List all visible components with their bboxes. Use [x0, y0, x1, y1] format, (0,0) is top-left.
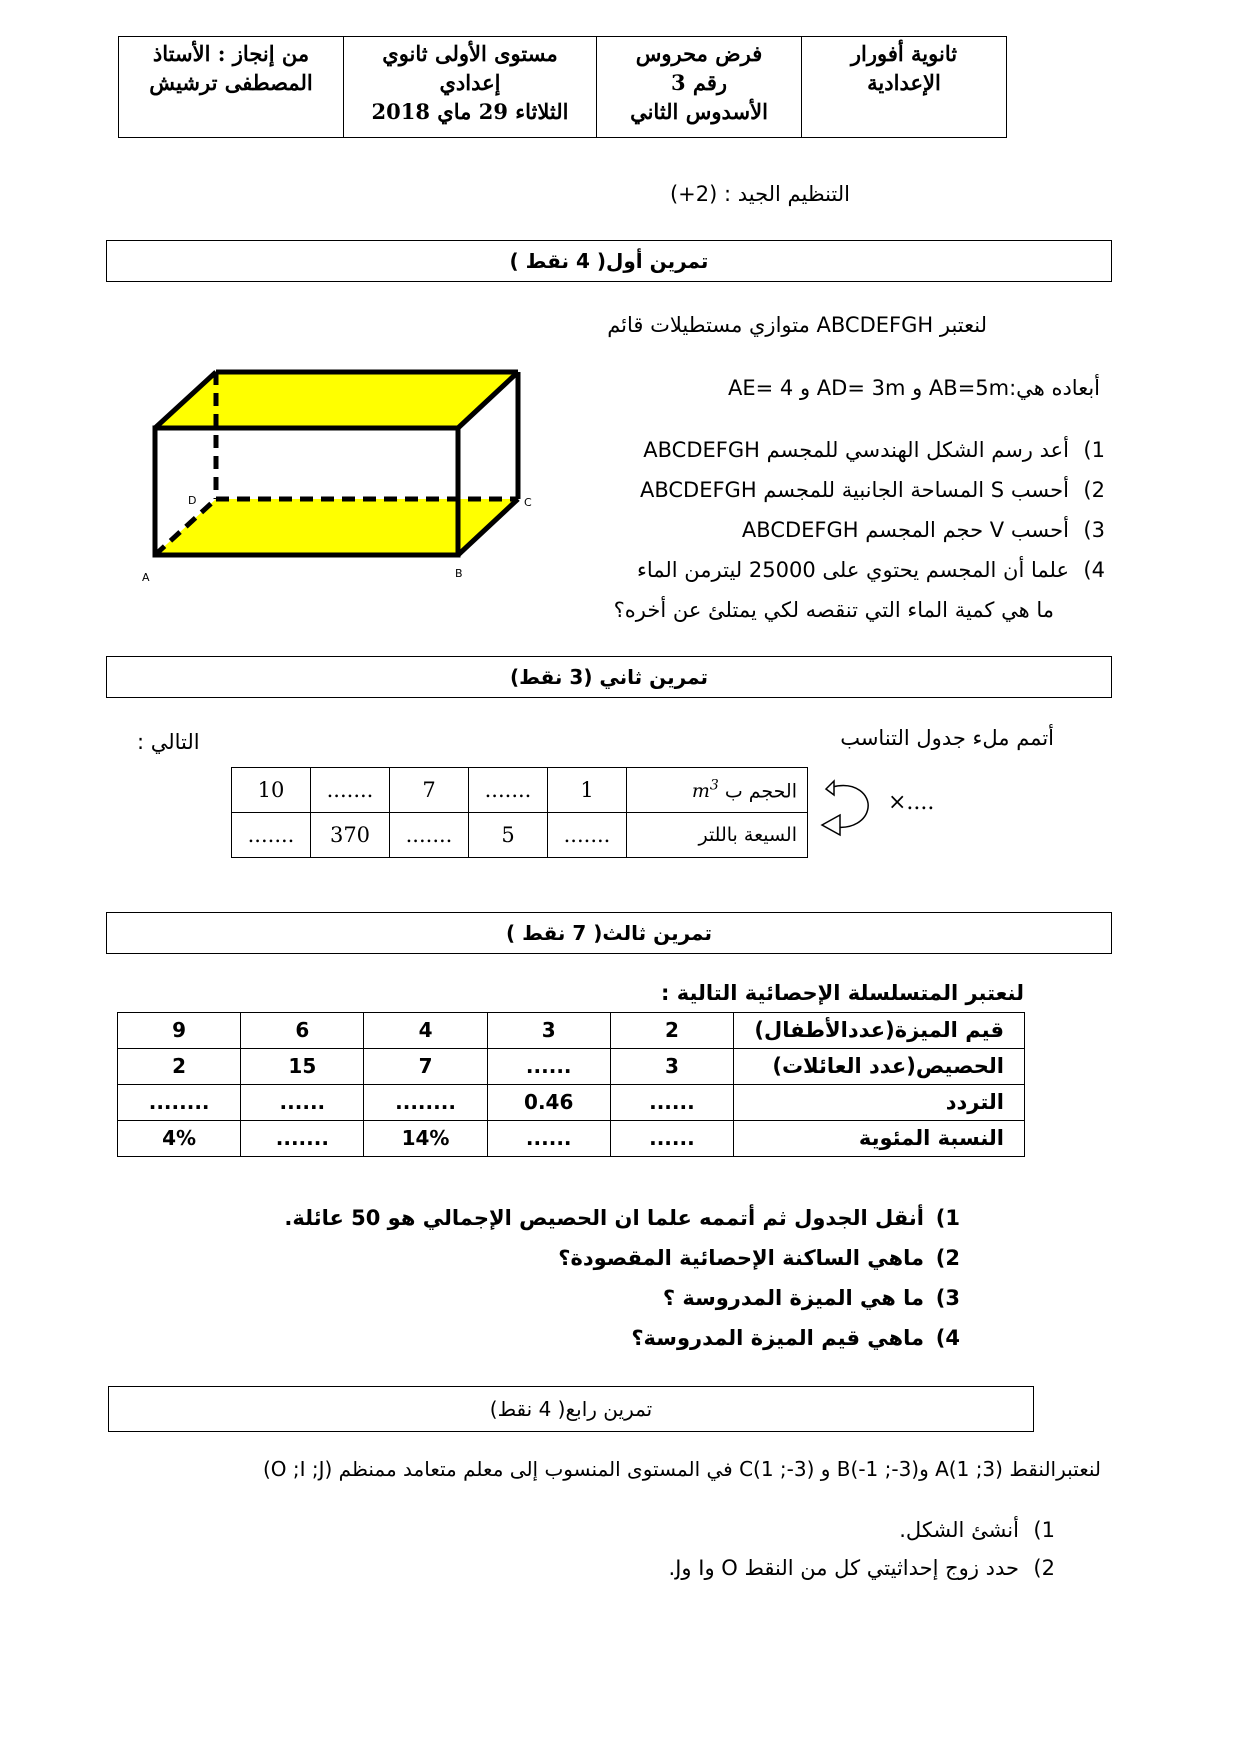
label-C: C — [524, 496, 532, 509]
ex1-question-2-text: أحسب S المساحة الجانبية للمجسم ABCDEFGH — [639, 478, 1069, 502]
stat-percent-label: النسبة المئوية — [734, 1121, 1025, 1157]
stat-percent-cell-1: ...... — [610, 1121, 733, 1157]
proportion-table — [231, 767, 808, 858]
header-exam-line-1: فرض محروس — [635, 41, 763, 66]
ex3-question-3-text: ما هي الميزة المدروسة ؟ — [662, 1286, 924, 1310]
ex3-title-box — [106, 912, 1112, 954]
header-table — [118, 36, 1007, 138]
stat-freq-cell-1: ...... — [610, 1085, 733, 1121]
ex1-question-1 — [643, 438, 1105, 462]
stat-values-cell-1: 2 — [610, 1013, 733, 1049]
stat-freq-cell-2: 0.46 — [487, 1085, 610, 1121]
ex3-question-3 — [663, 1286, 960, 1310]
label-A: A — [142, 571, 150, 584]
ex1-question-3-number: 3) — [1083, 518, 1105, 542]
stat-percent-cell-5: 4% — [118, 1121, 241, 1157]
header-level-line-2: إعدادي — [439, 70, 501, 95]
ex3-question-4-number: 4) — [935, 1326, 960, 1350]
stat-row-values — [118, 1013, 1025, 1049]
header-author-line-2: المصطفى ترشيش — [149, 70, 313, 95]
volume-label: الحجم ب — [724, 780, 797, 803]
ex2-instruction-a: أتمم ملء جدول التناسب — [840, 726, 1054, 750]
header-exam-line-3: الأسدوس الثاني — [630, 99, 768, 124]
ex1-title: تمرين أول( 4 نقط ) — [509, 249, 709, 273]
ex1-question-2 — [640, 478, 1105, 502]
ex4-question-1-text: أنشئ الشكل. — [899, 1518, 1019, 1542]
volume-cell-5: 10 — [232, 768, 311, 813]
ex4-title-box — [108, 1386, 1034, 1432]
ex1-question-4-continued: ما هي كمية الماء التي تنقصه لكي يمتلئ عن أخره؟ — [613, 598, 1054, 622]
header-level-line-3: الثلاثاء 29 ماي 2018 — [371, 99, 569, 124]
stat-values-cell-5: 9 — [118, 1013, 241, 1049]
rotate-arrow-icon — [820, 775, 874, 841]
ex1-dimensions: أبعاده هي:AB=5m و AD= 3m و AE= 4 — [728, 376, 1100, 400]
ex3-intro: لنعتبر المتسلسلة الإحصائية التالية : — [661, 981, 1024, 1005]
ex1-question-1-number: 1) — [1083, 438, 1105, 462]
ex4-question-1-number: 1) — [1033, 1518, 1055, 1542]
ex3-question-4 — [631, 1326, 960, 1350]
stat-freq-label: التردد — [734, 1085, 1025, 1121]
stat-count-label: الحصيص(عدد العائلات) — [734, 1049, 1025, 1085]
label-D: D — [188, 494, 197, 507]
stat-percent-cell-3: 14% — [364, 1121, 487, 1157]
stat-row-frequency-count — [118, 1049, 1025, 1085]
stat-count-cell-1: 3 — [610, 1049, 733, 1085]
stat-percent-cell-4: ....... — [241, 1121, 364, 1157]
ex3-question-1 — [284, 1206, 960, 1230]
stat-freq-cell-3: ........ — [364, 1085, 487, 1121]
ex2-instruction-b: التالي : — [137, 730, 200, 754]
cuboid-figure — [130, 360, 550, 590]
stat-count-cell-2: ...... — [487, 1049, 610, 1085]
organization-note: التنظيم الجيد : (2+) — [669, 182, 850, 206]
stat-values-cell-2: 3 — [487, 1013, 610, 1049]
volume-unit-exponent: 3 — [709, 777, 719, 794]
stat-count-cell-4: 15 — [241, 1049, 364, 1085]
ex1-question-4-text: علما أن المجسم يحتوي على 25000 ليترمن الماء — [636, 558, 1069, 582]
ex4-intro: لنعتبرالنقط A(1 ;3) وB(-1 ;-3) و C(1 ;-3) في المستوى المنسوب إلى معلم متعامد ممنظم (O ;I ;J) — [262, 1457, 1101, 1481]
ex3-question-1-text: أنقل الجدول ثم أتممه علما ان الحصيص الإجمالي هو 50 عائلة. — [284, 1206, 924, 1230]
ex1-title-box — [106, 240, 1112, 282]
header-level-line-1: مستوى الأولى ثانوي — [382, 41, 558, 66]
ex4-question-2-text: حدد زوج إحداثيتي كل من النقط O وI وJ. — [668, 1556, 1019, 1580]
header-exam-cell — [597, 37, 802, 138]
ex1-question-3 — [742, 518, 1105, 542]
capacity-cell-1: ....... — [548, 813, 627, 858]
header-author-cell — [119, 37, 344, 138]
ex1-question-4-number: 4) — [1083, 558, 1105, 582]
ex3-question-2 — [558, 1246, 960, 1270]
capacity-cell-2: 5 — [469, 813, 548, 858]
stat-count-cell-3: 7 — [364, 1049, 487, 1085]
stat-row-relative-frequency — [118, 1085, 1025, 1121]
ex4-title: تمرين رابع( 4 نقط) — [489, 1397, 653, 1421]
stat-row-percentage — [118, 1121, 1025, 1157]
ex4-question-1 — [899, 1518, 1055, 1542]
proportion-row-volume — [232, 768, 808, 813]
ex3-title: تمرين ثالث( 7 نقط ) — [506, 921, 712, 945]
ex3-question-2-text: ماهي الساكنة الإحصائية المقصودة؟ — [558, 1246, 924, 1270]
volume-cell-2: ....... — [469, 768, 548, 813]
stat-values-cell-4: 6 — [241, 1013, 364, 1049]
capacity-cell-4: 370 — [311, 813, 390, 858]
capacity-cell-3: ....... — [390, 813, 469, 858]
volume-unit — [691, 777, 719, 803]
ex2-title-box — [106, 656, 1112, 698]
ex1-intro: لنعتبر ABCDEFGH متوازي مستطيلات قائم — [607, 313, 987, 337]
ex1-question-1-text: أعد رسم الشكل الهندسي للمجسم ABCDEFGH — [643, 438, 1069, 462]
ex1-question-2-number: 2) — [1083, 478, 1105, 502]
ex3-question-2-number: 2) — [935, 1246, 960, 1270]
statistics-table — [117, 1012, 1025, 1157]
stat-freq-cell-5: ........ — [118, 1085, 241, 1121]
proportion-row-capacity — [232, 813, 808, 858]
ex2-title: تمرين ثاني (3 نقط) — [509, 665, 709, 689]
ex2-multiplier: ×.... — [888, 790, 935, 815]
ex3-question-3-number: 3) — [935, 1286, 960, 1310]
ex1-question-4 — [637, 558, 1105, 582]
volume-cell-4: ....... — [311, 768, 390, 813]
volume-cell-1: 1 — [548, 768, 627, 813]
label-B: B — [455, 567, 463, 580]
capacity-cell-5: ....... — [232, 813, 311, 858]
header-exam-line-2: رقم 3 — [670, 70, 728, 95]
header-level-cell — [344, 37, 597, 138]
stat-values-cell-3: 4 — [364, 1013, 487, 1049]
ex1-question-3-text: أحسب V حجم المجسم ABCDEFGH — [741, 518, 1069, 542]
header-school-line-2: الإعدادية — [867, 70, 941, 95]
ex4-question-2 — [669, 1556, 1055, 1580]
ex3-question-1-number: 1) — [935, 1206, 960, 1230]
volume-cell-3: 7 — [390, 768, 469, 813]
volume-label-cell — [627, 768, 808, 813]
stat-percent-cell-2: ...... — [487, 1121, 610, 1157]
ex3-question-4-text: ماهي قيم الميزة المدروسة؟ — [631, 1326, 924, 1350]
header-author-line-1: من إنجاز : الأستاذ — [152, 41, 310, 66]
volume-unit-base: m — [691, 780, 710, 803]
stat-count-cell-5: 2 — [118, 1049, 241, 1085]
capacity-label: السيعة باللتر — [627, 813, 808, 858]
stat-values-label: قيم الميزة(عددالأطفال) — [734, 1013, 1025, 1049]
ex4-question-2-number: 2) — [1033, 1556, 1055, 1580]
header-school-line-1: ثانوية أفورار — [850, 41, 958, 66]
stat-freq-cell-4: ...... — [241, 1085, 364, 1121]
header-school-cell — [802, 37, 1007, 138]
